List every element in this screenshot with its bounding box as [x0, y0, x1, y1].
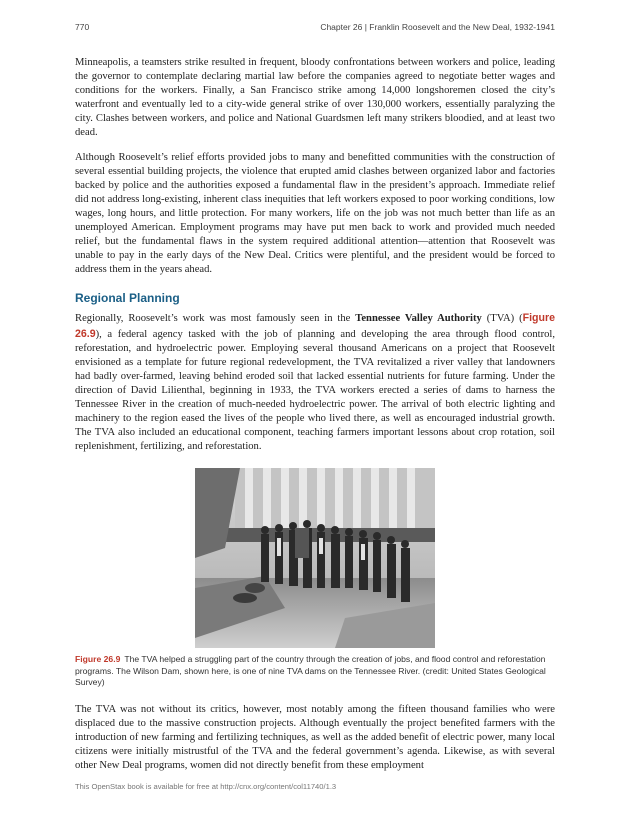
tva-workers-photo [195, 468, 435, 648]
figure-caption-text: The TVA helped a struggling part of the country through the creation of jobs, and flood control and reforestation programs. The Wilson Dam, shown here, is one of nine TVA dams on the Tennessee River. (credit: United States Geological Survey) [75, 654, 546, 688]
paragraph-relief-flaws: Although Roosevelt’s relief efforts provided jobs to many and benefitted communities with the construction of several essential building projects, the violence that erupted amid clashes between organized labor and factories backed by police and the authorities exposed a fundamental flaw in the president’s approach. Immediate relief did not address long-existing, inherent class inequities that left workers exposed to poor working conditions, low wages, long hours, and little protection. For many workers, life on the job was not much better than life as an unemployed American. Employment programs may have put men back to work and provided much needed relief, but the fundamental flaws in the system required additional attention—attention that Roosevelt was unable to pay in the early days of the New Deal. Critics were plentiful, and the president would be forced to address them in the years ahead. [75, 151, 555, 276]
tva-key-term: Tennessee Valley Authority [355, 313, 482, 325]
tva-text-start: Regionally, Roosevelt’s work was most famously seen in the [75, 313, 356, 325]
page-number: 770 [75, 22, 90, 32]
photo-illustration [195, 468, 435, 648]
page-content [75, 56, 555, 773]
tva-abbr: (TVA) ( [481, 313, 523, 325]
page-footer: This OpenStax book is available for free at http://cnx.org/content/col11740/1.3 [75, 782, 337, 791]
figure-link[interactable]: Figure 26.9 [75, 312, 555, 340]
paragraph-tva-critics: The TVA was not without its critics, however, most notably among the fifteen thousand families who were displaced due to the massive construction projects. Although eventually the project benefited farmers with the introduction of new farming and fertilizing techniques, as well as the added benefit of electric power, many local citizens were initially mistrustful of the TVA and the federal government’s agenda. Likewise, as with several other New Deal programs, women did not directly benefit from these employment [75, 703, 555, 772]
chapter-title: Chapter 26 | Franklin Roosevelt and the New Deal, 1932-1941 [320, 22, 555, 32]
section-heading: Regional Planning [75, 291, 180, 306]
figure-caption [75, 654, 555, 689]
paragraph-strikes: Minneapolis, a teamsters strike resulted in frequent, bloody confrontations between workers and police, leading the governor to contemplate declaring martial law before the companies agreed to negotiate better wages and conditions for the workers. Finally, a San Francisco strike among 14,000 longshoremen closed the city’s waterfront and eventually led to a city-wide general strike of over 130,000 workers, essentially paralyzing the city. Clashes between workers, and police and National Guardsmen left many strikers bloodied, and at least two dead. [75, 57, 555, 139]
page-header [75, 22, 555, 36]
paragraph-tva [75, 311, 555, 454]
tva-text-rest: ), a federal agency tasked with the job of planning and developing the area through flood control, reforestation, and hydroelectric power. Employing several thousand Americans on a project that Roosevelt envisioned as a template for future regional redevelopment, the TVA revitalized a river valley that landowners had badly over-farmed, leaving behind eroded soil that lacked essential nutrients for future farming. Under the direction of David Lilienthal, beginning in 1933, the TVA workers erected a series of dams to harness the Tennessee River in the creation of much-needed hydroelectric power. The arrival of both electric lighting and machinery to the region eased the lives of the people who lived there, as well as encouraged industrial growth. The TVA also included an educational component, teaching farmers important lessons about crop rotation, soil replenishment, fertilizing, and reforestation. [75, 328, 555, 453]
figure-label: Figure 26.9 [75, 654, 121, 665]
